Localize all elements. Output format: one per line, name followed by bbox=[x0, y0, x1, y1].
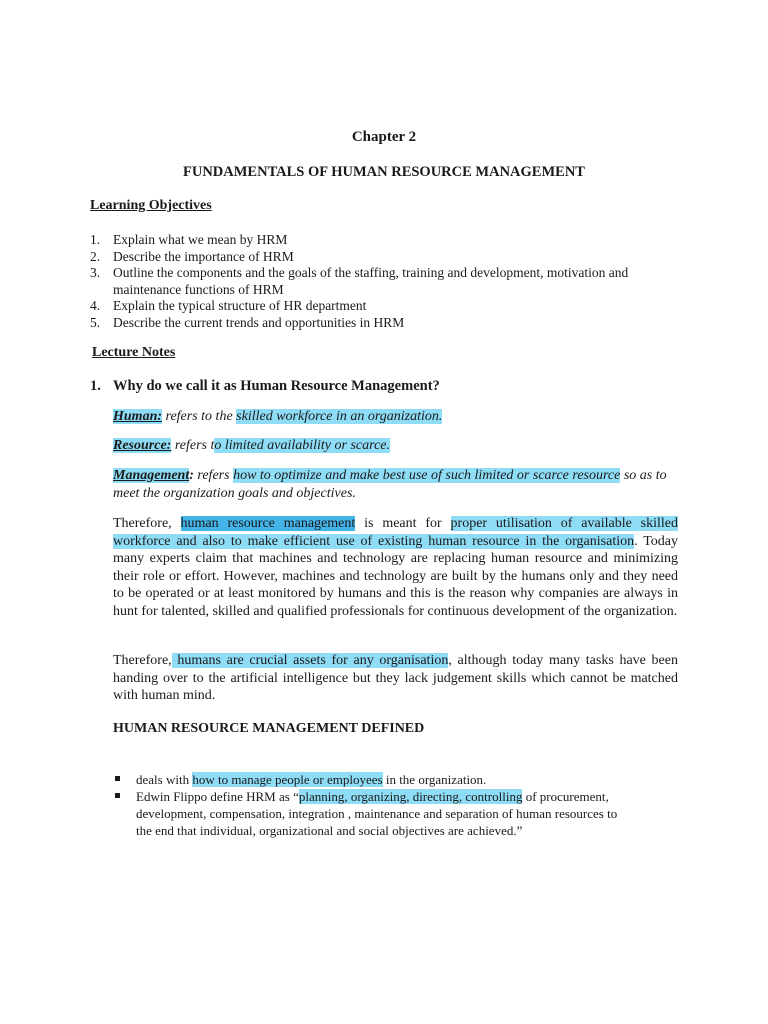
question-heading: 1. Why do we call it as Human Resource Management? bbox=[90, 378, 440, 394]
learning-objectives-heading: Learning Objectives bbox=[90, 198, 212, 213]
definition-bullet-list bbox=[113, 771, 633, 839]
list-item: 4. Explain the typical structure of HR department bbox=[90, 298, 367, 313]
list-item: deals with how to manage people or employees in the organization. bbox=[113, 771, 633, 788]
bullet-icon bbox=[115, 793, 120, 798]
list-item: 2. Describe the importance of HRM bbox=[90, 248, 294, 264]
paragraph-humans-assets: Therefore, humans are crucial assets for any organisation, although today many tasks have been handing over to the artificial intelligence but they lack judgement skills which cannot be matched with human mind. bbox=[113, 653, 678, 703]
lecture-notes-heading: Lecture Notes bbox=[92, 345, 176, 360]
section-subheading: HUMAN RESOURCE MANAGEMENT DEFINED bbox=[113, 721, 425, 736]
definition-resource: Resource: refers to limited availability or scarce. bbox=[113, 438, 390, 453]
chapter-label: Chapter 2 bbox=[351, 129, 417, 145]
bullet-icon bbox=[115, 776, 120, 781]
list-item: Edwin Flippo define HRM as “planning, organizing, directing, controlling of procurement, development, compensation, integration , maintenance and separation of human resources to the end that individual, organizational and social objectives are achieved.” bbox=[113, 788, 633, 839]
list-item: 5. Describe the current trends and opportunities in HRM bbox=[90, 314, 405, 330]
list-item: 3. Outline the components and the goals of the staffing, training and development, motivation and maintenance functions of HRM bbox=[90, 265, 629, 297]
paragraph-hrm-purpose: Therefore, human resource management is meant for proper utilisation of available skilled workforce and also to make efficient use of existing human resource in the organisation. Today many experts claim that machines and technology are replacing human resource and minimizing their role or effort. However, machines and technology are built by the humans only and they need to be operated or at least monitored by humans and this is the reason why companies are always in hunt for talented, skilled and qualified professionals for continuous development of the organization. bbox=[113, 516, 678, 619]
learning-objectives-list bbox=[90, 232, 670, 331]
chapter-title: FUNDAMENTALS OF HUMAN RESOURCE MANAGEMENT bbox=[183, 164, 585, 180]
list-item: 1. Explain what we mean by HRM bbox=[90, 232, 288, 247]
definition-management: Management: refers how to optimize and make best use of such limited or scarce resource so as to meet the organization goals and objectives. bbox=[113, 468, 667, 501]
definition-human: Human: refers to the skilled workforce in an organization. bbox=[113, 409, 443, 424]
